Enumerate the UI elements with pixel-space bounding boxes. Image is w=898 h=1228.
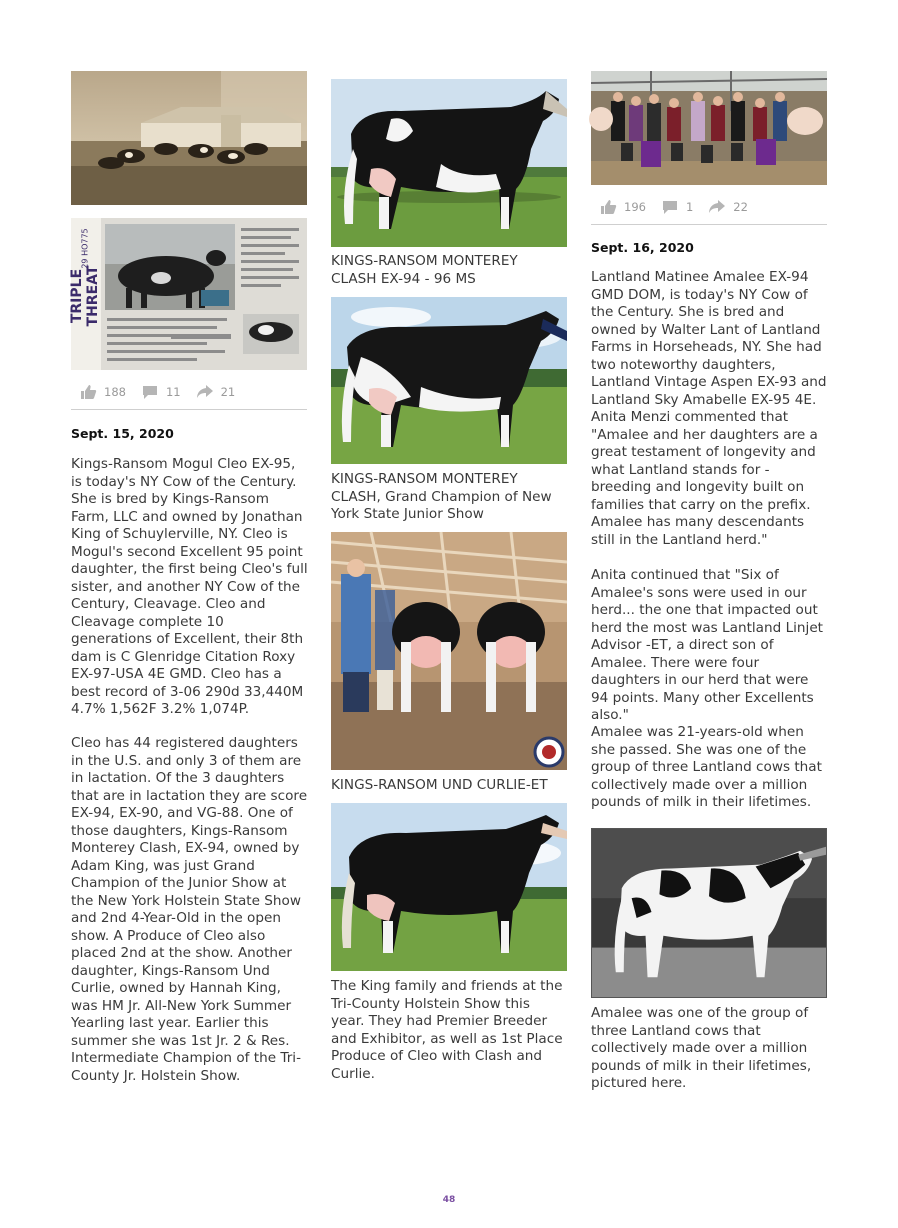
divider [71, 409, 307, 410]
thumbs-up-icon[interactable] [600, 200, 616, 214]
shares-count: 21 [220, 385, 236, 399]
show-ring-photo [331, 532, 567, 770]
caption-amalee: Amalee was one of the group of three Lantland cows that collectively made over a million pounds of milk in their lifetimes, pictured here. [591, 1005, 812, 1091]
thumbs-up-icon[interactable] [80, 385, 96, 399]
cow-photo-clash-champion [331, 297, 567, 464]
caption-curlie: KINGS-RANSOM UND CURLIE-ET [331, 777, 548, 793]
amalee-paragraph-1: Lantland Matinee Amalee EX-94 GMD DOM, is today's NY Cow of the Century. She is bred and owned by Walter Lant of Lantland Farms in Horseheads, NY. She had two noteworthy daughters, Lantland Vintage Aspen EX-93 and Lantland Sky Amabelle EX-95 4E. Anita Menzi commented that "Amalee and her daughters are a great testament of longevity and what Lantland stands for - breeding and longevity built on families that carry on the prefix. Amalee has many descendants still in the Lantland herd." [591, 269, 827, 548]
comments-count: 11 [165, 385, 181, 399]
cow-photo-curlie [331, 803, 567, 971]
caption-king-family: The King family and friends at the Tri-County Holstein Show this year. They had Premier Breeder and Exhibitor, as well as 1st Place Produce of Cleo with Clash and Curlie. [331, 978, 563, 1082]
cow-photo-clash [331, 79, 567, 247]
caption-clash-2: KINGS-RANSOM MONTEREY CLASH, Grand Champion of New York State Junior Show [331, 471, 552, 522]
page-number: 48 [442, 1195, 456, 1205]
post-date: Sept. 16, 2020 [591, 240, 694, 255]
social-bar [80, 382, 251, 402]
share-icon[interactable] [709, 200, 725, 214]
triple-threat-ad [71, 218, 307, 370]
comment-icon[interactable] [662, 200, 678, 214]
barn-photo [71, 71, 307, 205]
comment-icon[interactable] [142, 385, 158, 399]
amalee-photo [591, 828, 827, 998]
shares-count: 22 [733, 200, 748, 214]
amalee-paragraph-2: Anita continued that "Six of Amalee's sons were used in our herd... the one that impacted out herd the most was Lantland Linjet Advisor -ET, a direct son of Amalee. There were four daughters in our herd that were 94 points. Many other Excellents also." [591, 567, 824, 723]
share-icon[interactable] [197, 385, 213, 399]
cleo-paragraph-1: Kings-Ransom Mogul Cleo EX-95, is today's NY Cow of the Century. She is bred by Kings-Ransom Farm, LLC and owned by Jonathan King of Schuylerville, NY. Cleo is Mogul's second Excellent 95 point daughter, the first being Cleo's full sister, and another NY Cow of the Century, Cleavage. Cleo and Cleavage complete 10 generations of Excellent, their 8th dam is C Glenridge Citation Roxy EX-97-USA 4E GMD. Cleo has a best record of 3-06 290d 33,440M 4.7% 1,562F 3.2% 1,074P. [71, 456, 308, 717]
social-bar [600, 197, 764, 217]
group-photo [591, 71, 827, 185]
post-date: Sept. 15, 2020 [71, 426, 174, 441]
divider [591, 224, 827, 225]
ad-title: TRIPLE THREAT [69, 265, 101, 327]
cleo-paragraph-2: Cleo has 44 registered daughters in the U.S. and only 3 of them are in lactation. Of the 3 daughters that are in lactation they are score EX-94, EX-90, and VG-88. One of those daughters, Kings-Ransom Monterey Clash, EX-94, owned by Adam King, was just Grand Champion of the Junior Show at the New York Holstein State Show and 2nd 4-Year-Old in the open show. A Produce of Cleo also placed 2nd at the show. Another daughter, Kings-Ransom Und Curlie, owned by Hannah King, was HM Jr. All-New York Summer Yearling last year. Earlier this summer she was 1st Jr. 2 & Res. Intermediate Champion of the Tri-County Jr. Holstein Show. [71, 735, 308, 1084]
likes-count: 188 [104, 385, 126, 399]
ad-code: 29 HO775 [80, 228, 90, 269]
caption-clash-1: KINGS-RANSOM MONTEREY CLASH EX-94 - 96 MS [331, 253, 518, 287]
amalee-paragraph-3: Amalee was 21-years-old when she passed. She was one of the group of three Lantland cows that collectively made over a million pounds of milk in their lifetimes. [591, 724, 822, 810]
comments-count: 1 [685, 200, 694, 214]
likes-count: 196 [624, 200, 646, 214]
